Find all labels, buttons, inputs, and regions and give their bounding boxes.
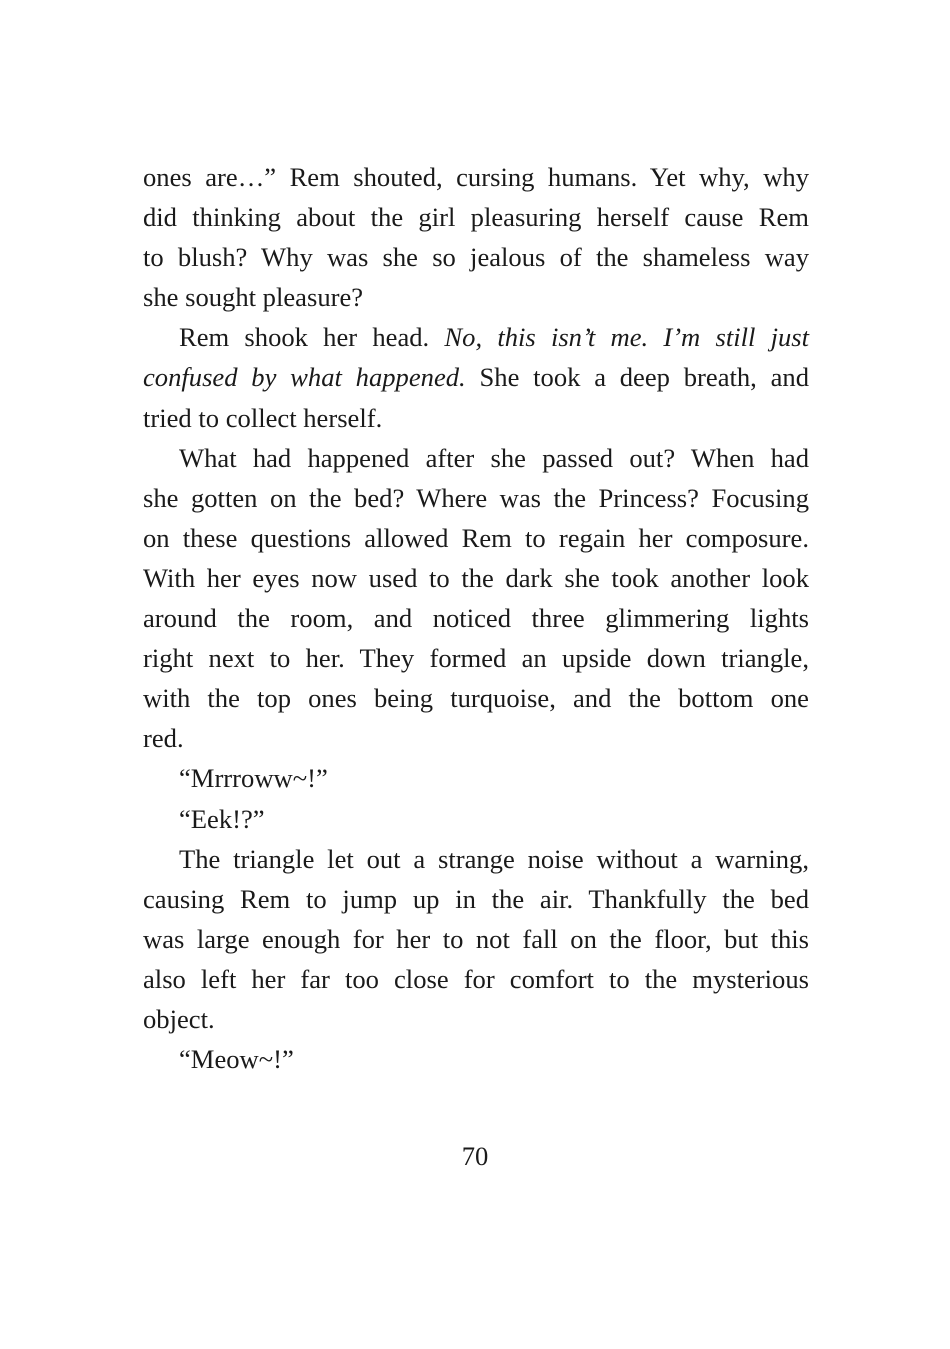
text-line: she sought pleasure?	[143, 282, 364, 313]
text-line: tried to collect herself.	[143, 402, 383, 433]
text-line: object.	[143, 1003, 215, 1034]
text-line: right next to her. They formed an upside down triangle,	[143, 643, 809, 674]
text-line: to blush? Why was she so jealous of the shameless way	[143, 242, 809, 273]
text-segment: She took a deep breath, and	[479, 362, 809, 393]
text-line: The triangle let out a strange noise without a warning,	[179, 843, 809, 874]
text-line: did thinking about the girl pleasuring herself cause Rem	[143, 202, 809, 233]
text-segment: Rem shook her head.	[179, 322, 430, 353]
text-line: With her eyes now used to the dark she took another look	[143, 562, 809, 593]
text-line	[143, 317, 809, 357]
text-line	[143, 357, 809, 397]
body-text	[143, 157, 809, 1079]
text-line: she gotten on the bed? Where was the Princess? Focusing	[143, 482, 809, 513]
text-line: with the top ones being turquoise, and the bottom one	[143, 683, 809, 714]
text-line: on these questions allowed Rem to regain her composure.	[143, 522, 809, 553]
dialogue-line: “Mrrroww~!”	[179, 763, 328, 794]
text-line: was large enough for her to not fall on the floor, but this	[143, 923, 809, 954]
page-number: 70	[461, 1141, 489, 1171]
text-line: red.	[143, 723, 184, 754]
dialogue-line: “Meow~!”	[179, 1044, 294, 1075]
text-line: causing Rem to jump up in the air. Thankfully the bed	[143, 883, 809, 914]
italic-thought: confused by what happened.	[143, 362, 466, 393]
text-line: ones are…” Rem shouted, cursing humans. Yet why, why	[143, 162, 809, 192]
text-line: around the room, and noticed three glimmering lights	[143, 603, 809, 634]
italic-thought: No, this isn’t me. I’m still just	[444, 322, 810, 353]
dialogue-line: “Eek!?”	[179, 803, 265, 834]
text-line: also left her far too close for comfort to the mysterious	[143, 963, 809, 994]
text-line: What had happened after she passed out? When had	[179, 442, 809, 473]
